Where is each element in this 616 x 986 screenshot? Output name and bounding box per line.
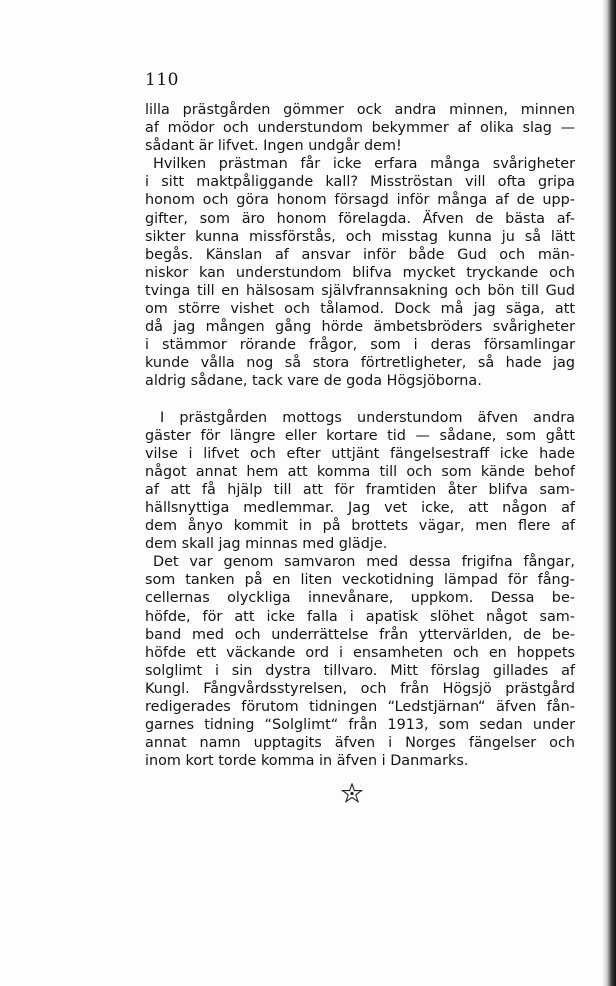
- text-line: sådant är lifvet. Ingen undgår dem!: [145, 138, 402, 155]
- text-line: sikter kunna missförstås, och misstag kunna ju så lätt: [145, 228, 575, 245]
- text-line: redigerades förutom tidningen “Ledstjärnan“ äfven fån-: [145, 699, 575, 715]
- text-line: cellernas olyckliga innevånare, uppkom. Dessa be-: [145, 590, 575, 607]
- text-line: af mödor och understundom bekymmer af olika slag —: [145, 120, 575, 137]
- text-line: solglimt i sin dystra tillvaro. Mitt förslag gillades af: [145, 662, 575, 679]
- text-line: annat namn upptagits äfven i Norges fängelser och: [145, 735, 575, 752]
- paragraph: [145, 553, 575, 770]
- text-line: af att få hjälp till att för framtiden åter blifva sam-: [145, 481, 575, 498]
- text-line: Det var genom samvaron med dessa frigifna fångar,: [153, 554, 575, 571]
- page-binding-edge: [602, 0, 616, 986]
- text-line: honom och göra honom försagd inför många af de upp-: [145, 192, 575, 209]
- text-line: som tanken på en liten veckotidning lämpad för fång-: [145, 572, 575, 589]
- text-line: band med och underrättelse från yttervärlden, de be-: [145, 626, 575, 643]
- text-line: garnes tidning “Solglimt“ från 1913, som sedan under: [145, 717, 575, 734]
- text-line: dem skall jag minnas med glädje.: [145, 536, 388, 553]
- text-line: aldrig sådane, tack vare de goda Högsjöborna.: [145, 373, 482, 390]
- text-line: höfde ett väckande ord i ensamheten och en hoppets: [145, 644, 575, 661]
- text-line: något annat hem att komma till och som kände behof: [145, 463, 575, 480]
- text-line: lilla prästgården gömmer ock andra minnen, minnen: [145, 102, 575, 118]
- text-line: begås. Känslan af ansvar inför både Gud och män-: [145, 246, 575, 263]
- page-number: 110: [145, 70, 179, 90]
- text-line: tvinga till en hälsosam självfrannsakning och bön till Gud: [145, 282, 575, 299]
- text-line: i sitt maktpåliggande kall? Misströstan vill ofta gripa: [145, 174, 575, 191]
- text-line: niskor kan understundom blifva mycket tryckande och: [145, 264, 575, 281]
- text-line: vilse i lifvet och efter uttjänt fängelsestraff icke hade: [145, 445, 575, 462]
- text-line: höfde, för att icke falla i apatisk slöhet något sam-: [145, 608, 575, 625]
- text-line: Hvilken prästman får icke erfara många svårigheter: [153, 156, 575, 173]
- text-line: gifter, som äro honom förelagda. Äfven de bästa af-: [145, 210, 575, 227]
- text-line: i stämmor rörande frågor, som i deras församlingar: [145, 337, 575, 354]
- paragraph: [145, 101, 575, 155]
- text-line: dem ånyo kommit in på brottets vägar, men flere af: [145, 518, 575, 535]
- paragraph: [145, 155, 575, 390]
- paragraph: [145, 409, 575, 554]
- text-line: kunde vålla nog så stora förtretligheter, så hade jag: [145, 355, 575, 372]
- star-ornament-icon: [341, 783, 363, 803]
- text-line: Kungl. Fångvårdsstyrelsen, och från Högsjö prästgård: [145, 680, 575, 697]
- text-line: I prästgården mottogs understundom äfven andra: [160, 409, 575, 426]
- text-line: gäster för längre eller kortare tid — sådane, som gått: [145, 427, 575, 444]
- text-line: då jag mången gång hörde ämbetsbröders svårigheter: [145, 319, 575, 336]
- body-text: [145, 101, 575, 770]
- text-line: hällsnyttiga medlemmar. Jag vet icke, att någon af: [145, 499, 575, 516]
- text-line: om större vishet och tålamod. Dock må jag säga, att: [145, 301, 575, 318]
- text-line: inom kort torde komma in äfven i Danmarks.: [145, 753, 469, 770]
